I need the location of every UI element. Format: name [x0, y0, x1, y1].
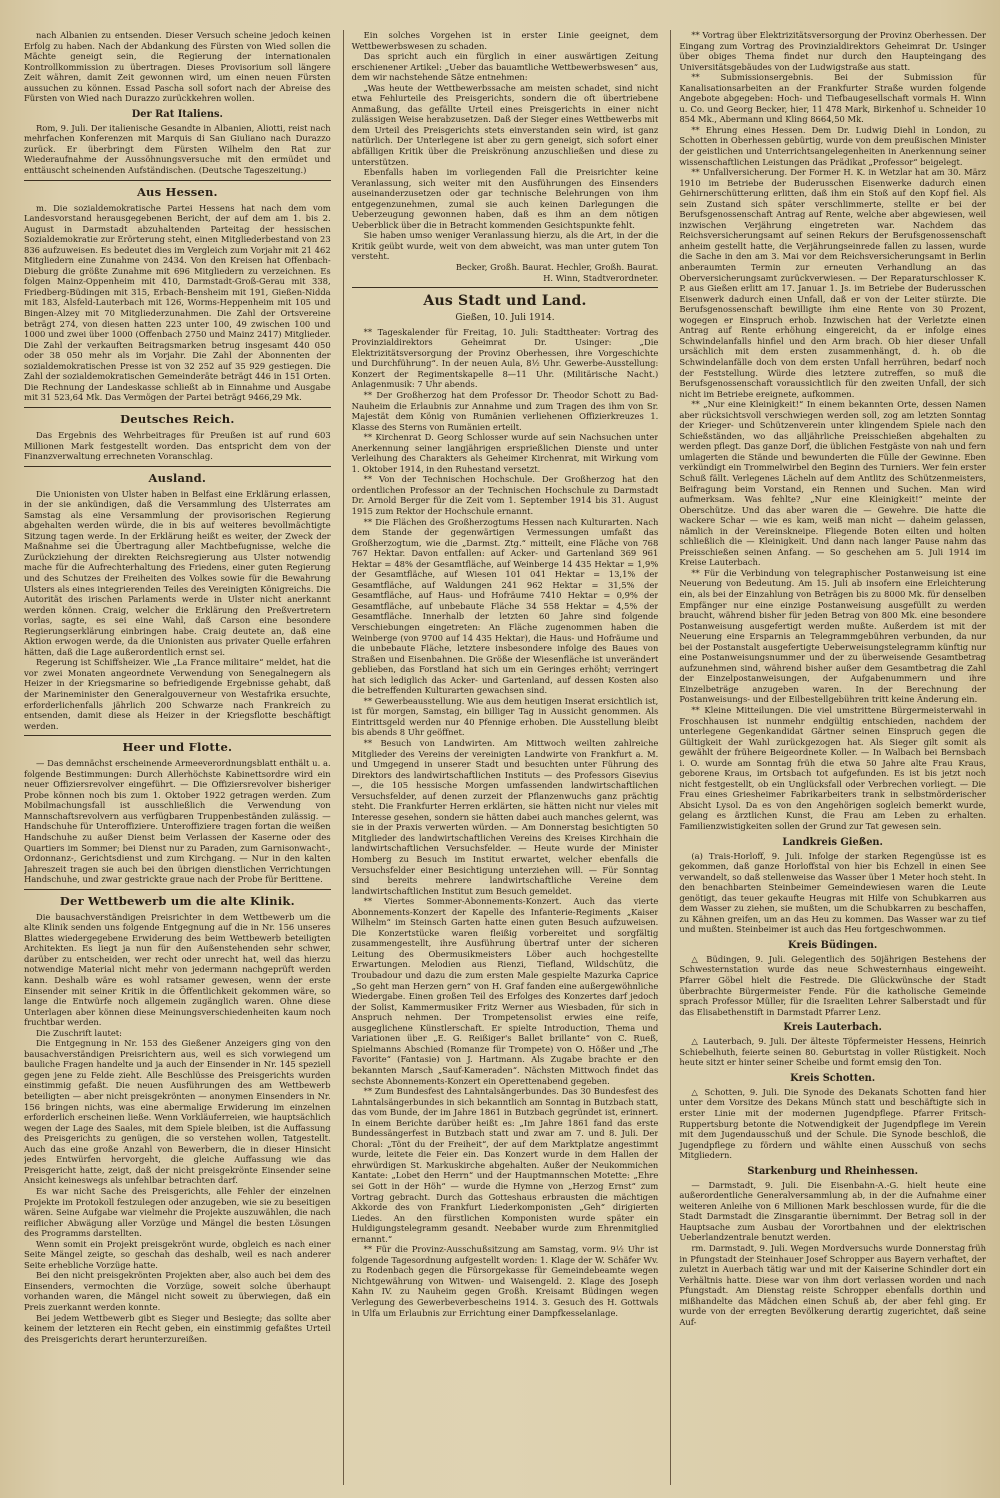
news-item: rm. Darmstadt, 9. Juli. Wegen Mordversuchs wurde Donnerstag früh in Pfungstadt der Steinhauer Josef Schropper aus Bayern verhaftet, der zuletzt in Auerbach tätig war und mit der Kaiserine Schindler dort ein Verhältnis hatte. Diese war von ihm dort verlassen worden und nach Pfungstadt. Am Dienstag reiste Schropper ebenfalls dorthin und mißhandelte das Mädchen einen Schuß ab, der aber fehl ging. Er wurde von der erregten Bevölkerung derartig zugerichtet, daß seine Auf- — [679, 1242, 987, 1327]
section-heading-kreis-buedingen: Kreis Büdingen. — [788, 939, 878, 951]
news-item: △ Lauterbach, 9. Juli. Der älteste Töpfermeister Hessens, Heinrich Schiebelhuth, feierte seinen 80. Geburtstag in voller Rüstigkeit. Noch heute sitzt er hinter seiner Scheibe und formt emsig den Ton. — [679, 1036, 987, 1068]
section-heading-ausland: Ausland. — [148, 470, 207, 485]
signature-line: Becker, Großh. Baurat. Hechler, Großh. Baurat. — [455, 262, 659, 273]
news-item: ** Ehrung eines Hessen. Dem Dr. Ludwig Diehl in London, zu Schotten in Oberhessen gebürtig, wurde von dem preußischen Minister der geistlichen und Unterrichtsangelegenheiten in Anerkennung seiner wissenschaftlichen Leistungen das Prädikat „Professor“ beigelegt. — [679, 124, 987, 167]
news-item: ** Viertes Sommer-Abonnements-Konzert. Auch das vierte Abonnements-Konzert der Kapelle des Infanterie-Regiments „Kaiser Wilhelm“ im Steinsch Garten hatte einen guten Besuch aufzuweisen. Die Konzertstücke waren fleißig vorbereitet und sorgfältig zusammengestellt, ihre Ausführung übertraf unter der sicheren Leitung des Obermusikmeisters Löber auch hochgestellte Erwartungen. Melodien aus Rienzi, Tiefland, Wildschütz, die Troubadour und dazu die zum ersten Male gespielte Mazurka Caprice „So geht man Herzen gern“ von H. Graf fanden eine außergewöhnliche Wiedergabe. Einen großen Teil des Erfolges des Konzertes darf jedoch der Solist, Kammermusiker Fritz Werner aus Wiesbaden, für sich in Anspruch nehmen. Der Trompetensolist erwies eine reife, ausgeglichene Künstlerschaft. Er spielte Introduction, Thema und Variationen über „E. G. Reißiger's Ballet brillante“ von C. Rueß, Spielmanns Abschied (Romanze für Trompete) von O. Hößer und „The Favorite“ (Fantasie) von J. Hartmann. Als Zugabe brachte er den bekannten Marsch „Sauf-Kameraden“. Nächsten Mittwoch findet das sechste Abonnements-Konzert ein Operettenabend gegeben. — [351, 896, 659, 1086]
section-heading-kreis-schotten: Kreis Schotten. — [790, 1072, 876, 1084]
article-paragraph: Wenn somit ein Projekt preisgekrönt wurde, obgleich es nach einer Seite Mängel zeigte, so geschah das deshalb, weil es nach anderer Seite erhebliche Vorzüge hatte. — [24, 1238, 331, 1270]
section-heading-starkenburg-rheinhessen: Starkenburg und Rheinhessen. — [747, 1165, 918, 1177]
divider — [24, 889, 331, 890]
news-item: ** Von der Technischen Hochschule. Der Großherzog hat den ordentlichen Professor an der Technischen Hochschule zu Darmstadt Dr. Arnold Berger für die Zeit vom 1. September 1914 bis 31. August 1915 zum Rektor der Hochschule ernannt. — [351, 474, 659, 516]
news-item: ** Für die Provinz-Ausschußsitzung am Samstag, vorm. 9½ Uhr ist folgende Tagesordnung aufgestellt worden: 1. Klage der W. Schäfer Wv. zu Rodenbach gegen die Fürsorgekasse für Gemeindebeamte wegen Nichtgewährung von Witwen- und Waisengeld. 2. Klage des Joseph Kahn IV. zu Nauheim gegen Großh. Kreisamt Büdingen wegen Verlegung des Gewerbeverbescheins 1914. 3. Gesuch des H. Gottwals in Ulfa um Erlaubnis zur Errichtung einer Dampfkesselanlage. — [351, 1244, 659, 1318]
section-heading-wettbewerb-klinik: Der Wettbewerb um die alte Klinik. — [59, 893, 295, 908]
section-heading-aus-hessen: Aus Hessen. — [136, 184, 218, 199]
column-2 — [343, 30, 659, 1485]
news-item: ** „Nur eine Kleinigkeit!“ In einem bekannten Orte, dessen Namen aber rücksichtsvoll verschwiegen werden soll, zog am letzten Sonntag der Krieger- und Schützenverein unter klingendem Spiele nach den Schießständen, wo das alljährliche Preisschießen abgehalten zu werden pflegt. Das ganze Dorf, die üblichen Festgäste von nah und fern umlagerten die Stände und bewunderten die Fülle der Gewinne. Eben verkündigt ein Trommelwirbel den Beginn des Turniers. Wer fein erster Schuß fällt. Verlegenes Lächeln auf dem Antlitz des Schützenmeisters, Beifragung beim Vorstand, ein Rennen und Suchen. Man wird aufmerksam. Was fehlte? „Nur eine Kleinigkeit!“ meinte der Oberschütze. Und das aber waren die — Gewehre. Die hatte die wackere Schar — wie es kam, weiß man nicht — daheim gelassen, nämlich in der Vereinskneipe. Fliegende Boten eilten und holten schließlich die — Kleinigkeit. Und dann nach langer Pause nahm das Preisschießen seinen Anfang. — So geschehen am 5. Juli 1914 im Kreise Lauterbach. — [679, 399, 987, 568]
article-paragraph: Sie haben umso weniger Veranlassung hierzu, als die Art, in der die Kritik geübt wurde, weit von dem abweicht, was man unter gutem Ton versteht. — [351, 230, 659, 262]
divider — [24, 407, 331, 408]
divider — [24, 466, 331, 467]
article-paragraph: Die bausachverständigen Preisrichter in dem Wettbewerb um die alte Klinik senden uns folgende Entgegnung auf die in Nr. 156 unseres Blattes wiedergegebene Erwiderung des beim Wettbewerb beteiligten Architekten. Es liegt ja nun für den Außenstehenden sehr schwer, darüber zu entscheiden, wer recht oder unrecht hat, weil das hierzu notwendige Material nicht mehr von jedermann nachgeprüft werden kann. Deshalb wäre es wohl ratsamer gewesen, wenn der erste Einsender mit seiner Kritik in die Öffentlichkeit gekommen wäre, so lange die Entwürfe noch allgemein zugänglich waren. Ohne diese Unterlagen aber können diese Meinungsverschiedenheiten kaum noch fruchtbar werden. — [24, 911, 331, 1028]
news-item: △ Schotten, 9. Juli. Die Synode des Dekanats Schotten fand hier unter dem Vorsitze des Dekans Münch statt und beschäftigte sich in erster Linie mit der modernen Jugendpflege. Pfarrer Fritsch-Ruppertsburg betonte die Notwendigkeit der Jugendpflege im Verein mit dem Jugendausschuß und der Schule. Die Synode beschloß, die Jugendpflege zu fördern und wählte einen Ausschuß von sechs Mitgliedern. — [679, 1086, 987, 1161]
article-paragraph: Bei den nicht preisgekrönten Projekten aber, also auch bei dem des Einsenders, vermochten die Vorzüge, soweit solche überhaupt vorhanden waren, die Mängel nicht soweit zu überwiegen, daß ein Preis zuerkannt werden konnte. — [24, 1270, 331, 1312]
article-paragraph: — Das demnächst erscheinende Armeeverordnungsblatt enthält u. a. folgende Bestimmungen: Durch Allerhöchste Kabinettsordre wird ein neuer Offiziersrevolver eingeführt. — Die Offiziersrevolver bisheriger Probe können noch bis zum 1. Oktober 1922 getragen werden. Zum Mobilmachungsfall ist ausschließlich die Verwendung von Mannschaftsrevolvern aus verfügbaren Truppenbeständen zulässig. — Handschuhe für Unteroffiziere. Unteroffiziere tragen fortan die weißen Handschuhe zu außer Dienst beim Verlassen der Kaserne oder des Quartiers im Sommer; bei Dienst nur zu Paraden, zum Garnisonwacht-, Ordonnanz-, Gerichtsdienst und zum Kirchgang. — Nur in den kalten Jahreszeit tragen sie auch bei den übrigen dienstlichen Verrichtungen Handschuhe, und zwar gestrickte graue nach der Probe für Berittene. — [24, 758, 331, 885]
article-paragraph: Ein solches Vorgehen ist in erster Linie geeignet, dem Wettbewerbswesen zu schaden. — [351, 30, 659, 51]
news-item: ** Gewerbeausstellung. Wie aus dem heutigen Inserat ersichtlich ist, ist für morgen, Samstag, ein billiger Tag in Aussicht genommen. Als Eintrittsgeld werden nur 40 Pfennige erhoben. Die Ausstellung bleibt bis abends 8 Uhr geöffnet. — [351, 695, 659, 738]
article-paragraph: Das spricht auch ein fürglich in einer auswärtigen Zeitung erschienener Artikel: „Ueber das bauamtliche Wettbewerbswesen“ aus, dem wir nachstehende Sätze entnehmen: — [351, 51, 659, 83]
section-heading-deutsches-reich: Deutsches Reich. — [120, 411, 235, 426]
news-item: ** Vortrag über Elektrizitätsversorgung der Provinz Oberhessen. Der Eingang zum Vortrag des Provinzialdirektors Geheimrat Dr. Usinger über obiges Thema findet nur durch den Haupteingang des Universitätsgebäudes von der Ludwigstraße aus statt. — [679, 30, 987, 72]
news-item: ** Submissionsergebnis. Bei der Submission für Kanalisationsarbeiten an der Frankfurter Straße wurden folgende Angebote abgegeben: Hoch- und Tiefbaugesellschaft vormals H. Winn u. Co. und Georg Becker, hier, 11 478 Mark, Birkenhof u. Schneider 10 854 Mk., Abermann und Kling 8664,50 Mk. — [679, 72, 987, 125]
section-heading-landkreis-giessen: Landkreis Gießen. — [782, 836, 883, 848]
news-item: ** Unfallversicherung. Der Former H. K. in Wetzlar hat am 30. März 1910 im Betriebe der Buderusschen Eisenwerke dadurch einen Gehirnerschütterung erlitten, daß ihm ein Stoß auf den Kopf fiel. Als sein Zustand sich später verschlimmerte, stellte er bei der Berufsgenossenschaft Antrag auf Rente, welche aber abgewiesen, weil inzwischen Verjährung eingetreten war. Nachdem das Reichsversicherungsamt auf seinen Rekurs der Berufsgenossenschaft anheim gestellt hatte, die Verjährungseinrede fallen zu lassen, wurde die Sache in den am 3. Mai vor dem Reichsversicherungsamt in Berlin anberaumten Termin zur erneuten Verhandlung an das Oberversicherungsamt zurückverwiesen. — Der Reparaturschlosser K. P. aus Gießen erlitt am 17. Januar 1. Js. im Betriebe der Buderusschen Eisenwerk dadurch einen Unfall, daß er von der Leiter stürzte. Die Berufsgenossenschaft bewilligte ihm eine Rente von 30 Prozent, wogegen er Einspruch erhob. Inzwischen hat der Verletzte einen Antrag auf Rente erhöhung eingereicht, da er infolge eines Schwindelanfalls hinfiel und den Arm brach. Ob hier dieser Unfall ursächlich mit dem ersten zusammenhängt, d. h. ob die Schwindelanfälle doch von dem ersten Unfall herrühren, bedarf noch der Feststellung. Würde dies letztere zutreffen, so muß die Berufsgenossenschaft voraussichtlich für den zweiten Unfall, der sich nicht im Betriebe ereignete, aufkommen. — [679, 167, 987, 399]
section-heading-kreis-lauterbach: Kreis Lauterbach. — [783, 1022, 882, 1034]
article-paragraph: Die Unionisten von Ulster haben in Belfast eine Erklärung erlassen, in der sie ankündigen, daß die Versammlung des Ulsterrates am Samstag als eine Versammlung der provisorischen Regierung abgehalten werden würde, die in bis auf weiteres bevollmächtigte Sitzung tagen werde. In der Erklärung heißt es weiter, der Zweck der Maßnahme sei die Übertragung aller Machtbefugnisse, welche die Zurückziehung der direkten Reichsregierung aus Ulster notwendig mache für die Aufrechterhaltung des Friedens, einer guten Regierung und des Schutzes der Freiheiten des Volkes sowie für die Bewahrung Ulsters als eines integrierenden Teiles des Vereinigten Königreichs. Die Autorität des irischen Parlaments werde in Ulster nicht anerkannt werden können. Craig, welcher die Erklärung den Preßvertretern vorlas, sagte, es sei eine Wahl, daß Carson eine besondere Regierungserklärung einbringen habe. Craig deutete an, daß eine Aktion erwogen werde, da die Unionisten aus privater Quelle erfahren hätten, daß die Lage außerordentlich ernst sei. — [24, 488, 331, 657]
news-item: ** Kirchenrat D. Georg Schlosser wurde auf sein Nachsuchen unter Anerkennung seiner langjährigen ersprießlichen Dienste und unter Verleihung des Charakters als Geheimer Kirchenrat, mit Wirkung vom 1. Oktober 1914, in den Ruhestand versetzt. — [351, 432, 659, 474]
divider — [24, 735, 331, 736]
news-item: ** Besuch von Landwirten. Am Mittwoch weilten zahlreiche Mitglieder des Vereins der vereinigten Landwirte von Frankfurt a. M. und Umgegend in unserer Stadt und besuchten unter Führung des Direktors des landwirtschaftlichen Instituts — des Professors Gisevius —, die 105 hessische Morgen umfassenden landwirtschaftlichen Versuchsfelder, auf denen zurzeit der Pflanzenwuchs ganz prächtig steht. Die Frankfurter Herren erklärten, sie hätten nicht nur vieles mit Interesse gesehen, sondern sie hätten dabei auch manches gelernt, was sie in der Praxis verwerten würden. — Am Donnerstag besichtigten 50 Mitglieder des landwirtschaftlichen Vereins des Kreises Kirchhain die landwirtschaftlichen Versuchsfelder. — Heute wurde der Minister Homberg zu Besuch im Institut erwartet, welcher ebenfalls die Versuchsfelder einer Besichtigung unterziehen will. — Für Sonntag sind bereits mehrere landwirtschaftliche Vereine dem landwirtschaftlichen Institut zum Besuch gemeldet. — [351, 738, 659, 896]
news-item: ** Für die Verbindung von telegraphischer Postanweisung ist eine Neuerung von Bedeutung. Am 15. Juli ab insofern eine Erleichterung ein, als bei der Einzahlung von Beträgen bis zu 8000 Mk. für denselben Empfänger nur eine einzige Postanweisung ausgefüllt zu werden braucht, während bisher für jeden Betrag von 800 Mk. eine besondere Postanweisung ausgefertigt werden mußte. Außerdem ist mit der Neuerung eine Ersparnis an Telegrammgebühren verbunden, da nur bei der Postanstalt ausgefertigte Ueberweisungstelegramm künftig nur eine Postanweisungsnummer und der zu überweisende Gesamtbetrag aufzunehmen sind, während bisher außer dem Gesamtbetrag die Zahl der Einzelpostanweisungen, der Aufgabenummern und ihre Einzelbeträge anzugeben waren. In der Berechnung der Postanweisungs- und der Eilbestellgebühren tritt keine Änderung ein. — [679, 567, 987, 705]
article-paragraph: Bei jedem Wettbewerb gibt es Sieger und Besiegte; das sollte aber keinem der letzteren ein Recht geben, ein einstimmig gefaßtes Urteil des Preisgerichts derart herunterzureißen. — [24, 1312, 331, 1344]
divider — [24, 180, 331, 181]
article-paragraph: Die Zuschrift lautet: — [36, 1027, 122, 1038]
news-item: △ Büdingen, 9. Juli. Gelegentlich des 50jährigen Bestehens der Schwesternstation wurde das neue Schwesternhaus eingeweiht. Pfarrer Göbel hielt die Festrede. Die Glückwünsche der Stadt überbrachte Bürgermeister Fende. Für die katholische Gemeinde sprach Professor Müller, für die Israeliten Lehrer Salberstadt und für das Elisabethenstift in Darmstadt Pfarrer Lenz. — [679, 953, 987, 1017]
article-paragraph: Die Entgegnung in Nr. 153 des Gießener Anzeigers ging von den bausachverständigen Preisrichtern aus, weil es sich vorwiegend um bauliche Fragen handelte und ja auch der Einsender in Nr. 145 speziell gegen jene zu Felde zieht. Alle Beschlüsse des Preisgerichts wurden einstimmig gefaßt. Die neuen Ausführungen des am Wettbewerb beteiligten — aber nicht preisgekrönten — anonymen Einsenders in Nr. 156 bringen nichts, was eine abermalige Erwiderung im einzelnen erforderlich erscheinen ließe. Wenn Vorkläuferreien, wie hauptsächlich wegen der Lage des Saales, mit dem Spiele bleiben, ist die Auffassung des Preisgerichts zu genügen, die so verstehen wollen, Tatgestellt. Auch das eine große Anzahl von Bewerbern, die in dieser Hinsicht jedes Entwürfen hervorgeht, die gleiche Auffassung wie das Preisgericht hatte, zeigt, daß der nicht preisgekrönte Einsender seine Ansicht keineswegs als unfehlbar betrachten darf. — [24, 1038, 331, 1186]
dateline: Gießen, 10. Juli 1914. — [455, 313, 555, 324]
news-item: ** Tageskalender für Freitag, 10. Juli: Stadttheater: Vortrag des Provinzialdirektors Geheimrat Dr. Usinger: „Die Elektrizitätsversorgung der Provinz Oberhessen, ihre Vorgeschichte und Durchführung“. In der neuen Aula, 8½ Uhr. Gewerbe-Ausstellung: Konzert der Regimentskapelle 8—11 Uhr. (Militärische Nacht.) Anlagenmusik: 7 Uhr abends. — [351, 326, 659, 390]
article-paragraph: Regerung ist Schiffsheizer. Wie „La France militaire“ meldet, hat die vor zwei Monaten angeordnete Verwendung von Senegalnegern als Heizer in der Kriegsmarine so befriedigende Ergebnisse gehabt, daß der Marineminister den Generalgouverneur von Westafrika ersuchte, erforderlichenfalls jährlich 200 Schwarze nach Frankreich zu entsenden, damit diese als Heizer in der Kriegsflotte beschäftigt werden. — [24, 657, 331, 731]
section-heading-rat-italiens: Der Rat Italiens. — [131, 108, 223, 120]
news-item: ** Die Flächen des Großherzogtums Hessen nach Kulturarten. Nach dem Stande der gegenwärtigen Vermessungen umfaßt das Großherzogtum, wie die „Darmst. Ztg.“ mitteilt, eine Fläche von 768 767 Hektar. Davon entfallen: auf Acker- und Gartenland 369 961 Hektar = 48% der Gesamtfläche, auf Weinberge 14 435 Hektar = 1,9% der Gesamtfläche, auf Wiesen 101 041 Hektar = 13,1% der Gesamtfläche, auf Waldungen 241 962 Hektar = 31,5% der Gesamtfläche, auf Haus- und Hofräume 7410 Hektar = 0,9% der Gesamtfläche, auf unbebaute Fläche 34 558 Hektar = 4,5% der Gesamtfläche. Innerhalb der letzten 60 Jahre sind folgende Verschiebungen eingetreten: An Fläche zugenommen haben die Weinberge (von 9700 auf 14 435 Hektar), die Haus- und Hofräume und die unbebaute Fläche, letztere insbesondere infolge des Baues von Straßen und Eisenbahnen. Die Größe der Wiesenfläche ist unverändert geblieben, das Forstland hat sich um ein Geringes erhöht; verringert hat sich lediglich das Acker- und Gartenland, auf dessen Kosten also die betreffenden Kulturarten gewachsen sind. — [351, 516, 659, 696]
section-heading-aus-stadt-und-land: Aus Stadt und Land. — [423, 293, 587, 310]
divider — [352, 287, 659, 288]
article-paragraph: Es war nicht Sache des Preisgerichts, alle Fehler der einzelnen Projekte im Protokoll festzulegen oder anzugeben, wie sie zu beseitigen wären. Seine Aufgabe war vielmehr die Projekte auszuwählen, die nach reiflicher Abwägung aller Vorzüge und Mängel die besten Lösungen des Programms darstellten. — [24, 1185, 331, 1239]
column-3 — [670, 30, 986, 1485]
section-heading-heer-und-flotte: Heer und Flotte. — [122, 740, 233, 755]
article-paragraph: Das Ergebnis des Wehrbeitrages für Preußen ist auf rund 603 Millionen Mark festgestellt worden. Das entspricht dem von der Finanzverwaltung errechneten Voranschlag. — [24, 429, 331, 462]
column-1 — [24, 30, 331, 1485]
article-paragraph: Rom, 9. Juli. Der italienische Gesandte in Albanien, Aliotti, reist nach mehrfachen Konferenzen mit Marquis di San Giuliano nach Durazzo zurück. Er überbringt dem Fürsten Wilhelm den Rat zur Wiederaufnahme der Aussöhnungsversuche mit den ermüdet und enttäuscht scheinenden Aufständischen. (Deutsche Tageszeitung.) — [24, 122, 331, 176]
signature-line: H. Winn, Stadtverordneter. — [543, 272, 659, 283]
news-item: ** Kleine Mitteilungen. Die viel umstrittene Bürgermeisterwahl in Froschhausen ist nunmehr endgültig entschieden, nachdem der unterlegene Gegenkandidat Gärtner seinen Einspruch gegen die Gültigkeit der Wahl zurückgezogen hat. Als Sieger gilt somit als gewählt der frühere Beigeordnete Koller. — In Walbach bei Bernsbach i. O. wurde am Sonntag früh die etwa 50 Jahre alte Frau Kraus, geborene Kraus, im Ortsbach tot aufgefunden. Es ist bis jetzt noch nicht festgestellt, ob ein Unglücksfall oder Verbrechen vorliegt. — Die Frau eines Griesheimer Fabrikarbeiters trank in selbstmörderischer Absicht Lysol. Da es von den Angehörigen sogleich bemerkt wurde, gelang es ärztlichen Kunst, die Frau am Leben zu erhalten. Familienzwistigkeiten sollen der Grund zur Tat gewesen sein. — [679, 705, 987, 832]
news-item: (a) Trais-Horloff, 9. Juli. Infolge der starken Regengüsse ist es gekommen, daß ganze Horloffstal von hier bis Echzell in einen See verwandelt, so daß stellenweise das Wasser über 1 Meter hoch steht. In den benachbarten Steinbeimer Gemeindewiesen waren die Leute genötigt, das teuer gekaufte Heugras mit Hilfe von Schubkarren aus dem Wasser zu ziehen, sie mußten, um die Schubkarren zu beschaffen, zu Kähnen greifen, um an das Heu zu kommen. Das Wasser war zu tief und mußten. Steinbeimer ist auch das Heu fortgeschwommen. — [679, 850, 987, 935]
news-item: — Darmstadt, 9. Juli. Die Eisenbahn-A.-G. hielt heute eine außerordentliche Generalversammlung ab, in der die Aufnahme einer weiteren Anleihe von 6 Millionen Mark beschlossen wurde, für die die Stadt Darmstadt die Zinsgarantie übernimmt. Der Betrag soll in der Hauptsache zum Ausbau der Vorortbahnen und der elektrischen Ueberlandzentrale benutzt werden. — [679, 1179, 987, 1243]
article-paragraph: m. Die sozialdemokratische Partei Hessens hat nach dem vom Landesvorstand herausgegebenen Bericht, der auf dem am 1. bis 2. August in Darmstadt abzuhaltenden Parteitag der hessischen Sozialdemokratie zur Erörterung steht, einen Mitgliederbestand von 23 836 aufzuweisen. Es bedeutet dies im Vergleich zum Vorjahr mit 21 462 Mitgliedern eine Zunahme von 2434. Von den Kreisen hat Offenbach-Dieburg die größte Zunahme mit 696 Mitgliedern zu verzeichnen. Es folgen Mainz-Oppenheim mit 410, Darmstadt-Groß-Gerau mit 338, Friedberg-Büdingen mit 315, Erbach-Bensheim mit 191, Gießen-Nidda mit 183, Alsfeld-Lauterbach mit 126, Worms-Heppenheim mit 105 und Bingen-Alzey mit 70 Mitgliederzunahmen. Die Zahl der Ortsvereine beträgt 274, von diesen hatten 223 unter 100, 49 zwischen 100 und 1000 und zwei über 1000 (Offenbach 2750 und Mainz 2417) Mitglieder. Die Zahl der verkauften Beitragsmarken betrug insgesamt 440 050 oder 38 050 mehr als im Vorjahr. Die Zahl der Abonnenten der sozialdemokratischen Presse ist von 32 252 auf 35 929 gestiegen. Die Zahl der sozialdemokratischen Gemeinderäte beträgt 446 in 151 Orten. Die Rechnung der Landeskasse schließt ab in Einnahme und Ausgabe mit 31 523,64 Mk. Das Vermögen der Partei beträgt 9466,29 Mk. — [24, 202, 331, 403]
article-paragraph: „Was heute der Wettbewerbssache am meisten schadet, sind nicht etwa Fehlurteile des Preisgerichts, sondern die oft übertriebene Anmaßung, das gefällte Urteil eines Preisgerichts in einer nicht zulässigen Weise herabzusetzen. Daß der Sieger eines Wettbewerbs mit dem Urteil des Preisgerichts stets einverstanden sein wird, ist ganz natürlich. Der Unterlegene ist aber zu gern geneigt, sich sofort einer abfälligen Kritik über die Preiskrönung anzuschließen und diese zu unterstützen. — [351, 82, 659, 167]
article-paragraph: nach Albanien zu entsenden. Dieser Versuch scheine jedoch keinen Erfolg zu haben. Nach der Abdankung des Fürsten von Wied sollen die Mächte geneigt sein, die Regierung der internationalen Kontrollkommission zu übertragen. Dieses Provisorium soll längere Zeit währen, damit Zeit gewonnen wird, um einen neuen Fürsten aussuchen zu können. Essad Pascha soll sofort nach der Abreise des Fürsten von Wied nach Durazzo zurückkehren wollen. — [24, 30, 331, 104]
article-paragraph: Ebenfalls haben im vorliegenden Fall die Preisrichter keine Veranlassung, sich weiter mit den Ausführungen des Einsenders auseinanderzusetzen oder gar technische Belehrungen von ihm entgegenzunehmen, zumal sie auch keinen Darlegungen die Ueberzeugung gewonnen haben, daß es ihm an dem nötigen Ueberblick über die in Betracht kommenden Gesichtspunkte fehlt. — [351, 167, 659, 230]
news-item: ** Der Großherzog hat dem Professor Dr. Theodor Schott zu Bad-Nauheim die Erlaubnis zur Annahme und zum Tragen des ihm von Sr. Majestät dem König von Rumänien verliehenen Offizierkreuzes 1. Klasse des Sterns von Rumänien erteilt. — [351, 389, 659, 432]
news-item: ** Zum Bundesfest des Lahntalsängerbundes. Das 30 Bundesfest des Lahntalsängerbundes in sich bekanntlich am Sonntag in Butzbach statt, das vom Bunde, der im Jahre 1861 in Butzbach gegründet ist, erinnert. In einem Berichte darüber heißt es: „Im Jahre 1861 fand das erste Bundessängerfest in Butzbach statt und zwar am 7. und 8. Juli. Der Choral: „Tönt du der Freiheit“, der auf dem Marktplatze angestimmt wurde, leitete die Feier ein. Das Konzert wurde in dem Hallen der ehrwürdigen St. Markuskirche abgehalten. Außer der Neukommichen Kantate: „Lobet den Herrn“ und der Hauptmannschen Motette: „Ehre sei Gott in der Höh“ — wurde die Hymne von „Herzog Ernst“ zum Vortrag gebracht. Durch das Gotteshaus erbrausten die mächtigen Akkorde des von Frankfurt Liederkomponisten „Geh“ dirigierten Liedes. An den fürstlichen Komponisten wurde später ein Huldigungstelegramm gesandt. Neebaber wurde zum Ehrenmitglied ernannt.“ — [351, 1086, 659, 1244]
